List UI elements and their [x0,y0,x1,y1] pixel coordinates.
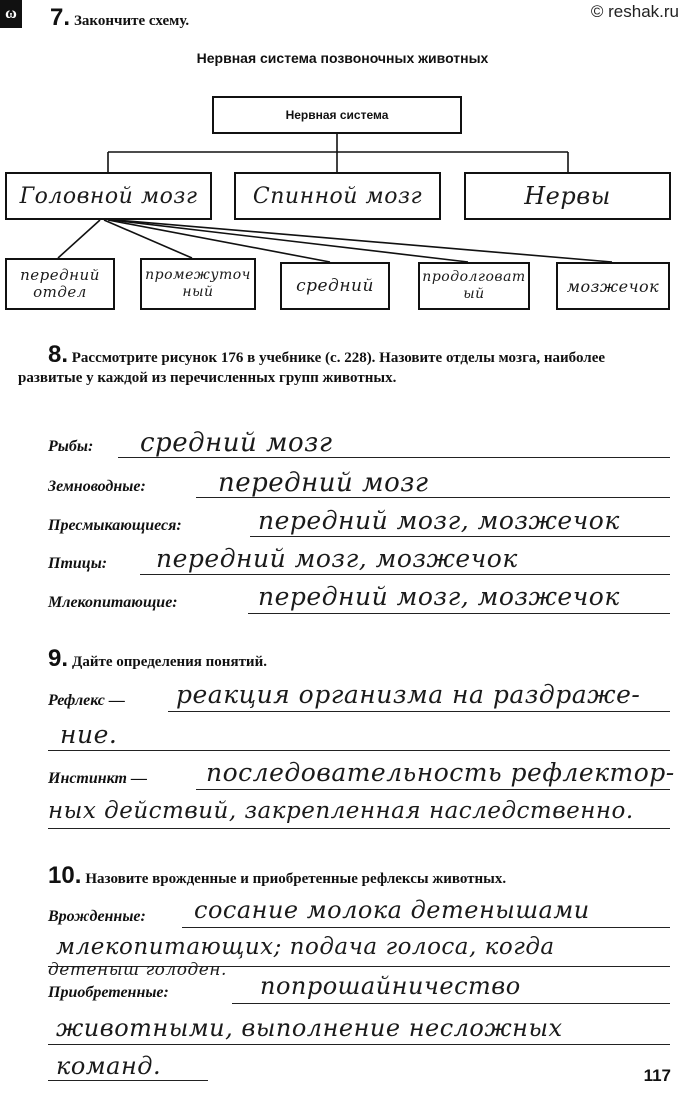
scheme-level2-text: продолговатый [422,269,526,302]
task8-label-fish: Рыбы: [48,438,94,455]
scheme-root-box [212,96,462,134]
task8-label-mammals: Млекопитающие: [48,594,178,611]
answer-line [48,1044,670,1045]
page-corner-mark: ω [0,0,22,28]
acquired-answer-line3: команд. [56,1052,162,1080]
task8-answer-reptiles: передний мозг, мозжечок [258,506,620,535]
task8-answer-mammals: передний мозг, мозжечок [258,582,620,611]
task8-heading [18,341,668,388]
reflex-definition-line2: ние. [60,720,118,749]
answer-line [48,828,670,829]
innate-label: Врожденные: [48,908,146,925]
task10-heading [48,862,506,890]
answer-line [196,497,670,498]
scheme-level2-box-2 [140,258,256,310]
scheme-level2-text: средний [296,276,374,296]
scheme-level2-text: передний отдел [20,266,100,301]
scheme-title: Нервная система позвоночных животных [196,50,489,66]
task9-instruction: Дайте определения понятий. [72,654,267,670]
task9-number: 9. [48,645,69,672]
innate-answer-line3: детеныш голоден. [48,960,227,980]
task8-answer-birds: передний мозг, мозжечок [156,544,518,573]
scheme-level2-box-4 [418,262,530,310]
task7-instruction: Закончите схему. [74,13,190,29]
acquired-answer-line2: животными, выполнение несложных [56,1014,563,1042]
answer-line [250,536,670,537]
scheme-level1-text: Головной мозг [19,183,198,209]
answer-line [232,1003,670,1004]
instinct-definition-line2: ных действий, закрепленная наследственно. [48,798,634,824]
answer-line [48,750,670,751]
page-number: 117 [643,1066,671,1085]
scheme-root-label: Нервная система [285,108,389,122]
task8-number: 8. [48,341,69,368]
scheme-level1-box-2 [234,172,441,220]
acquired-answer-line1: попрошайничество [260,972,521,1000]
scheme-level2-box-1 [5,258,115,310]
scheme-level1-box-1 [5,172,212,220]
scheme-level1-text: Спинной мозг [252,183,423,209]
answer-line [118,457,670,458]
answer-line [182,927,670,928]
task10-number: 10. [48,862,82,889]
task7-number: 7. [50,4,71,31]
innate-answer-line2: млекопитающих; подача голоса, когда [56,934,555,960]
task8-answer-amphibians: передний мозг [218,468,429,498]
answer-line [140,574,670,575]
task8-answer-fish: средний мозг [140,428,333,458]
scheme-level2-text: промежуточный [145,267,251,300]
instinct-definition-line1: последовательность рефлектор- [206,758,675,787]
answer-line [168,711,670,712]
scheme-level2-box-5 [556,262,670,310]
acquired-label: Приобретенные: [48,984,169,1001]
scheme-level2-box-3 [280,262,390,310]
task10-instruction: Назовите врожденные и приобретенные рефлексы животных. [85,871,507,887]
instinct-label: Инстинкт — [48,770,147,787]
innate-answer-line1: сосание молока детенышами [194,896,590,924]
reflex-definition-line1: реакция организма на раздраже- [176,680,641,709]
task8-instruction: Рассмотрите рисунок 176 в учебнике (с. 228). Назовите отделы мозга, наиболее развитые у каждой из перечисленных групп животных. [18,350,606,386]
task9-heading [48,645,267,673]
task8-label-birds: Птицы: [48,555,108,572]
scheme-level2-text: мозжечок [566,276,660,296]
task8-label-reptiles: Пресмыкающиеся: [48,517,182,534]
answer-line [48,1080,208,1081]
reflex-label: Рефлекс — [48,692,125,709]
site-watermark: © reshak.ru [590,2,679,21]
task8-label-amphibians: Земноводные: [48,478,146,495]
scheme-level1-box-3 [464,172,671,220]
answer-line [248,613,670,614]
answer-line [196,789,670,790]
scheme-level1-text: Нервы [524,182,611,210]
